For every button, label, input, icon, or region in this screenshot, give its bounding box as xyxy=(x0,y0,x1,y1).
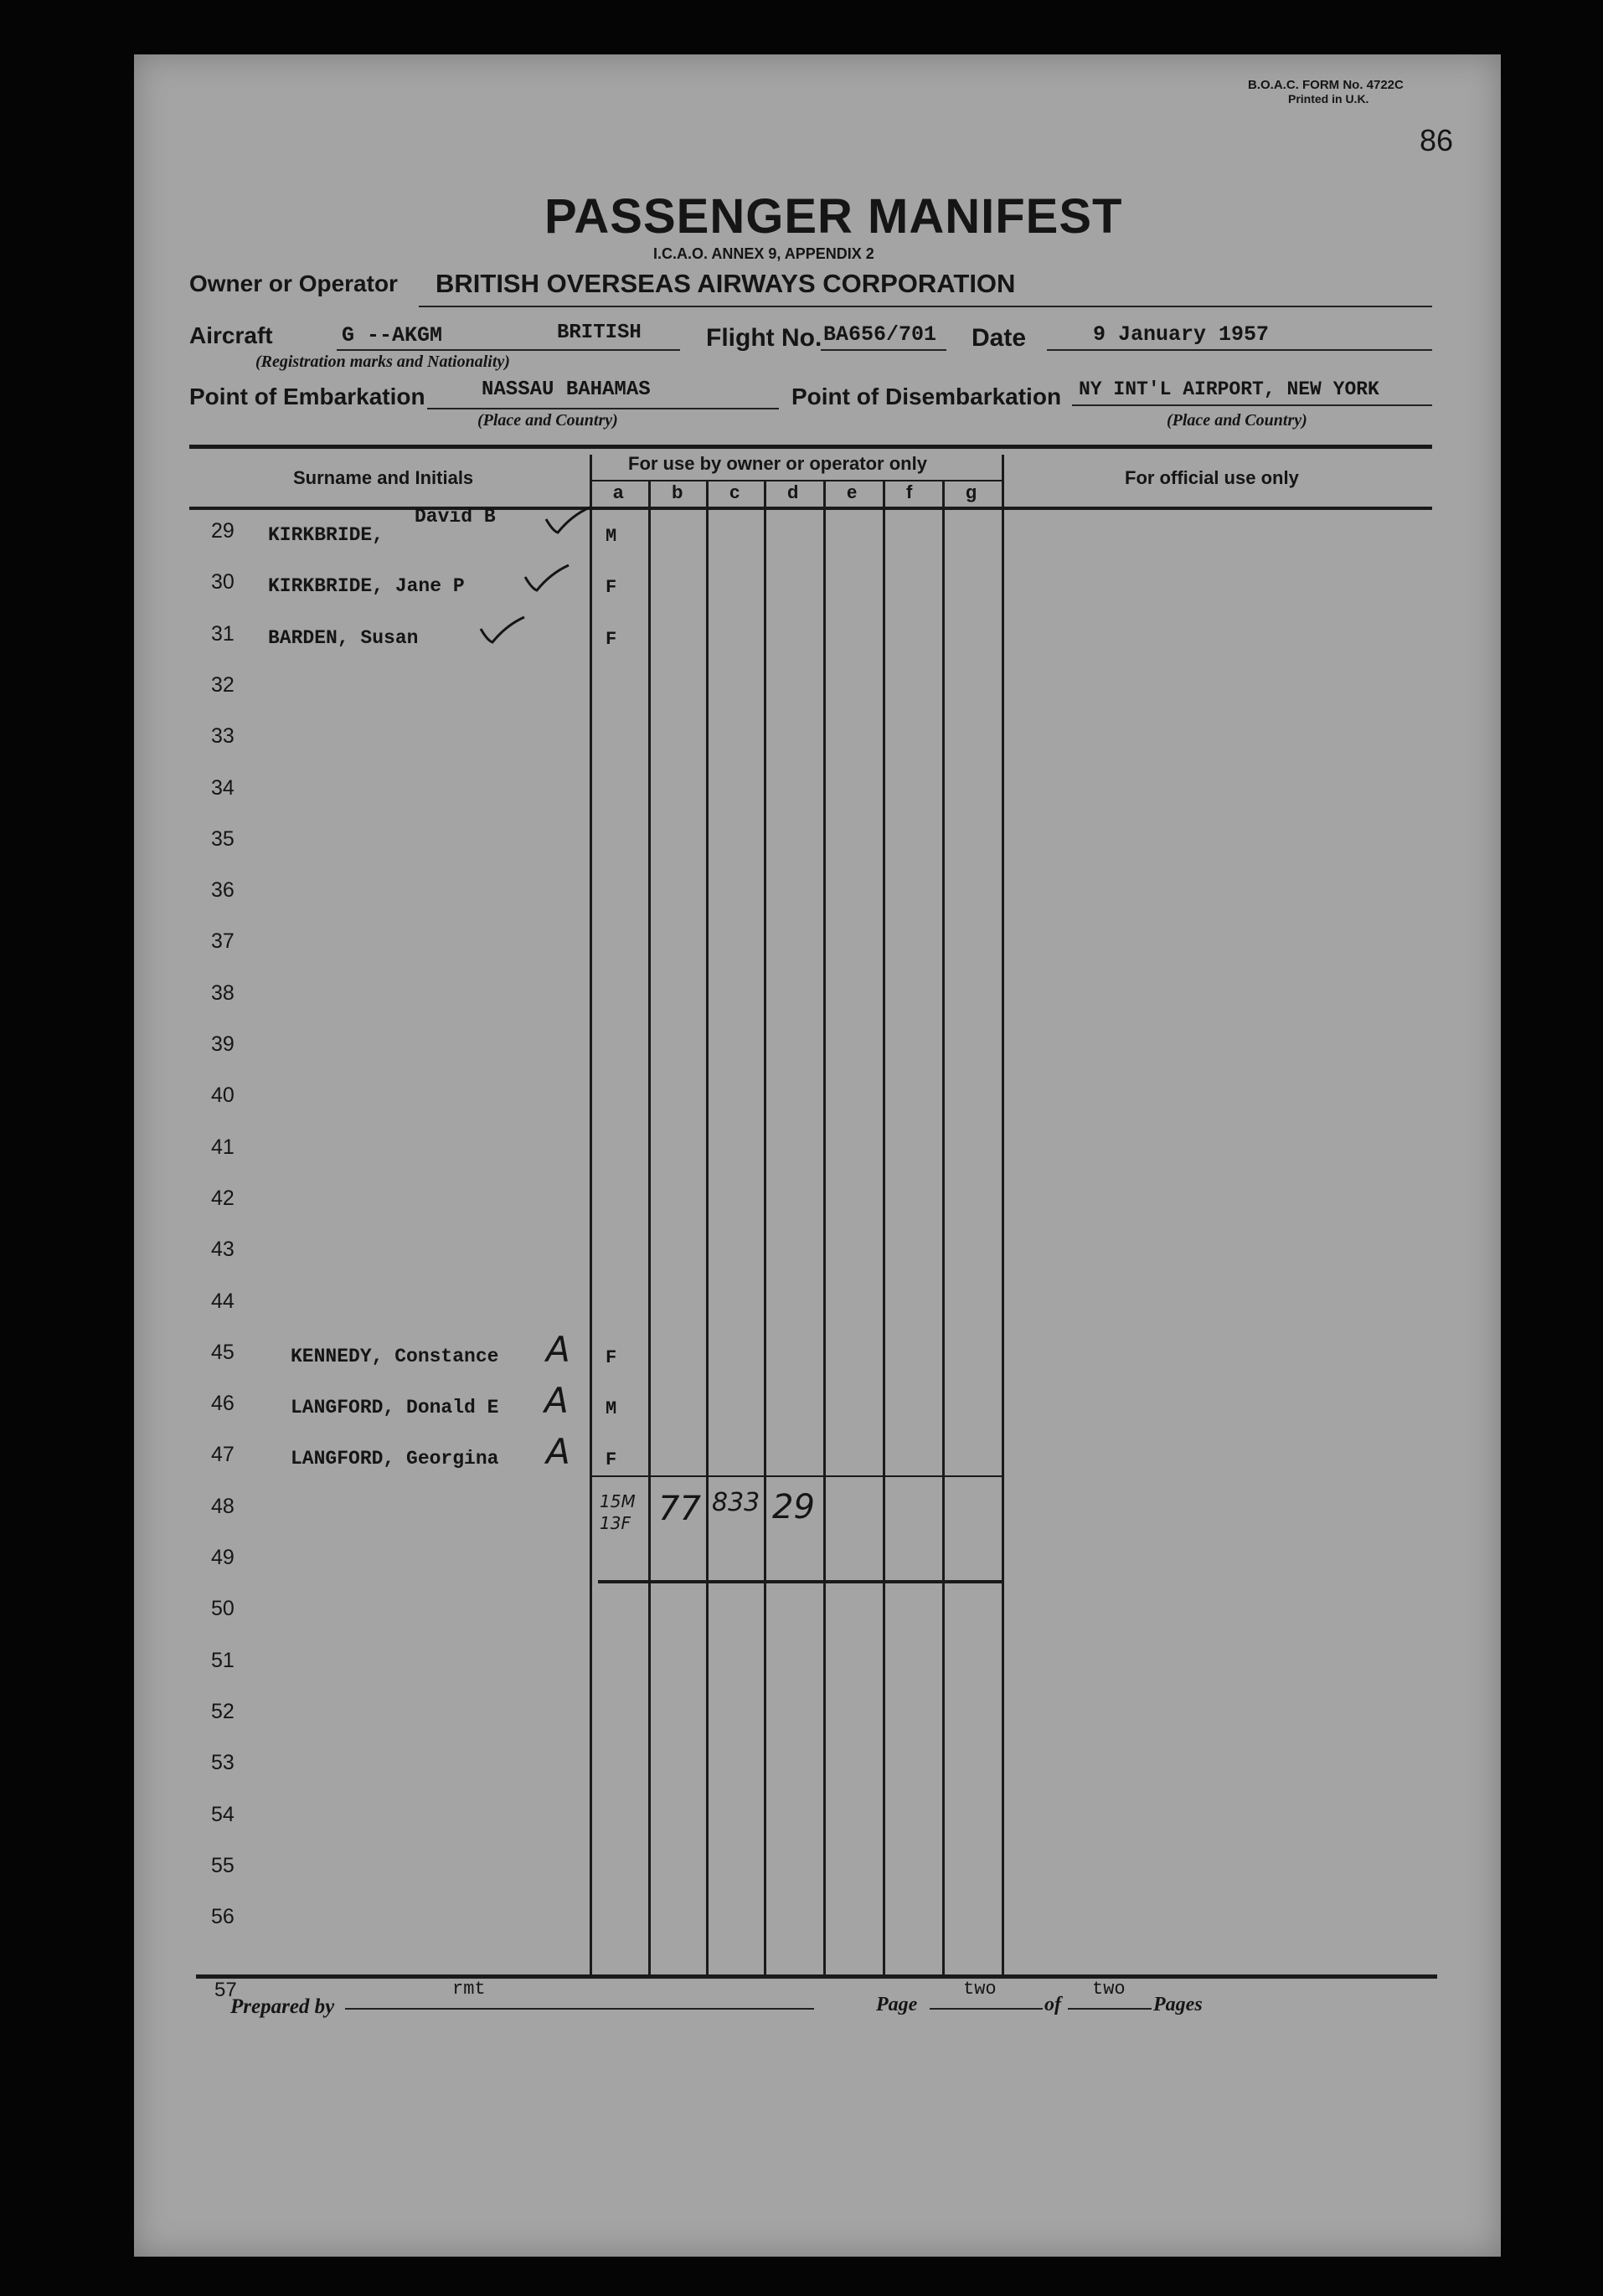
date-underline xyxy=(1047,349,1432,351)
row-number: 35 xyxy=(211,827,235,851)
table-row xyxy=(134,1075,1432,1117)
row-number: 37 xyxy=(211,929,235,953)
embark-label: Point of Embarkation xyxy=(189,384,425,409)
disembark-label: Point of Disembarkation xyxy=(791,384,1062,409)
page-label: Page xyxy=(876,1994,918,2015)
row-57-number: 57 xyxy=(214,1979,237,2001)
page-underline xyxy=(930,2008,1043,2010)
sex-code: M xyxy=(606,1398,617,1419)
owner-label: Owner or Operator xyxy=(189,270,398,296)
check-mark-icon xyxy=(543,504,593,538)
passenger-name: LANGFORD, Georgina xyxy=(291,1448,499,1470)
row-number: 45 xyxy=(211,1341,235,1364)
embark-note: (Place and Country) xyxy=(477,411,618,430)
row-number: 50 xyxy=(211,1597,235,1620)
table-header-bottom-rule xyxy=(189,507,1432,510)
disembark-underline xyxy=(1072,404,1432,406)
of-value: two xyxy=(1092,1979,1126,2000)
printed-note: Printed in U.K. xyxy=(1288,92,1369,106)
row-number: 41 xyxy=(211,1135,235,1159)
row-number: 47 xyxy=(211,1443,235,1466)
table-row xyxy=(134,768,1432,810)
table-row xyxy=(134,1588,1432,1630)
annotation-a-mark: A xyxy=(546,1431,570,1472)
totals-bottom-rule xyxy=(598,1580,1004,1583)
subcol-label-f: f xyxy=(906,481,913,502)
subcol-label-d: d xyxy=(787,481,799,502)
row-number: 34 xyxy=(211,776,235,800)
row-number: 33 xyxy=(211,724,235,748)
row-number: 29 xyxy=(211,519,235,543)
row-number: 49 xyxy=(211,1546,235,1569)
sex-code: F xyxy=(606,577,617,598)
table-row xyxy=(134,614,1432,656)
total-a-bottom: 13F xyxy=(600,1513,631,1533)
sex-code: F xyxy=(606,1347,617,1368)
passenger-name: LANGFORD, Donald E xyxy=(291,1397,499,1418)
row-number: 30 xyxy=(211,570,235,594)
table-row xyxy=(134,1691,1432,1733)
owner-underline xyxy=(419,306,1432,307)
table-row xyxy=(134,1178,1432,1220)
subcol-label-b: b xyxy=(672,481,683,502)
flight-value: BA656/701 xyxy=(823,322,937,347)
nationality-value: BRITISH xyxy=(557,322,642,344)
subcol-label-a: a xyxy=(613,481,624,502)
aircraft-underline xyxy=(337,349,680,351)
aircraft-value: G --AKGM xyxy=(342,323,443,347)
page-value: two xyxy=(963,1979,997,2000)
row-number: 51 xyxy=(211,1649,235,1672)
row-number: 36 xyxy=(211,878,235,902)
subcol-label-c: c xyxy=(729,481,740,502)
of-underline xyxy=(1068,2008,1152,2010)
table-row xyxy=(134,819,1432,861)
table-row xyxy=(134,1897,1432,1938)
page-title: PASSENGER MANIFEST xyxy=(544,189,1123,244)
table-row xyxy=(134,1380,1432,1425)
subcol-label-e: e xyxy=(847,481,858,502)
row-number: 52 xyxy=(211,1700,235,1723)
row-number: 55 xyxy=(211,1854,235,1877)
row-number: 48 xyxy=(211,1495,235,1518)
prepared-underline xyxy=(345,2008,814,2010)
page-stamp: 86 xyxy=(1420,123,1454,157)
table-row xyxy=(134,1846,1432,1887)
check-mark-icon xyxy=(522,562,572,595)
passenger-name: KIRKBRIDE, xyxy=(268,524,384,546)
table-row xyxy=(134,870,1432,912)
embark-underline xyxy=(427,408,779,409)
row-number: 31 xyxy=(211,622,235,646)
registration-note: (Registration marks and Nationality) xyxy=(255,353,510,371)
row-number: 38 xyxy=(211,981,235,1005)
sex-code: F xyxy=(606,629,617,650)
row-number: 56 xyxy=(211,1905,235,1928)
page-subtitle: I.C.A.O. ANNEX 9, APPENDIX 2 xyxy=(653,245,874,262)
flight-underline xyxy=(821,349,946,351)
date-label: Date xyxy=(972,324,1027,352)
pages-label: Pages xyxy=(1153,1994,1203,2015)
table-top-rule xyxy=(189,445,1432,449)
table-row xyxy=(134,973,1432,1015)
row-number: 40 xyxy=(211,1084,235,1107)
subcol-label-g: g xyxy=(966,481,977,502)
total-d: 29 xyxy=(772,1488,815,1526)
prepared-value: rmt xyxy=(452,1979,486,2000)
table-bottom-rule xyxy=(196,1974,1437,1979)
total-c: 833 xyxy=(712,1488,760,1517)
disembark-value: NY INT'L AIRPORT, NEW YORK xyxy=(1079,378,1379,400)
flight-label: Flight No. xyxy=(706,324,822,352)
date-value: 9 January 1957 xyxy=(1093,322,1270,347)
table-row xyxy=(134,506,1432,553)
row-number: 44 xyxy=(211,1290,235,1313)
disembark-note: (Place and Country) xyxy=(1167,411,1307,430)
annotation-a-mark: A xyxy=(546,1329,570,1370)
table-row xyxy=(134,1537,1432,1579)
annotation-a-mark: A xyxy=(544,1380,569,1421)
table-row xyxy=(134,1281,1432,1323)
table-row xyxy=(134,1431,1432,1476)
row-number: 39 xyxy=(211,1032,235,1056)
row-number: 46 xyxy=(211,1392,235,1415)
passenger-name: KENNEDY, Constance xyxy=(291,1346,499,1367)
check-mark-icon xyxy=(477,614,528,647)
prepared-label: Prepared by xyxy=(230,1995,335,2018)
table-row xyxy=(134,1127,1432,1169)
embark-value: NASSAU BAHAMAS xyxy=(482,378,651,401)
table-row xyxy=(134,562,1432,604)
form-number: B.O.A.C. FORM No. 4722C xyxy=(1248,78,1404,92)
sex-code: M xyxy=(606,526,617,547)
manifest-sheet xyxy=(134,54,1501,2257)
table-row xyxy=(134,1024,1432,1066)
owner-value: BRITISH OVERSEAS AIRWAYS CORPORATION xyxy=(436,269,1016,298)
total-b: 77 xyxy=(658,1490,701,1528)
table-row xyxy=(134,665,1432,707)
passenger-name: BARDEN, Susan xyxy=(268,627,419,649)
passenger-given-name: David B xyxy=(415,506,496,528)
col-official-header: For official use only xyxy=(1125,467,1299,488)
of-label: of xyxy=(1044,1994,1061,2015)
col-owner-use-header: For use by owner or operator only xyxy=(628,453,927,474)
table-row xyxy=(134,1743,1432,1784)
row-number: 43 xyxy=(211,1238,235,1261)
col-surname-header: Surname and Initials xyxy=(293,467,474,488)
table-row xyxy=(134,1229,1432,1271)
table-row xyxy=(134,1640,1432,1682)
total-a-top: 15M xyxy=(600,1491,636,1511)
row-number: 42 xyxy=(211,1187,235,1210)
aircraft-label: Aircraft xyxy=(189,322,273,348)
sex-code: F xyxy=(606,1449,617,1470)
table-row xyxy=(134,716,1432,758)
table-row xyxy=(134,921,1432,963)
table-row xyxy=(134,1794,1432,1836)
row-number: 32 xyxy=(211,673,235,697)
table-row xyxy=(134,1329,1432,1374)
row-number: 54 xyxy=(211,1803,235,1826)
row-number: 53 xyxy=(211,1751,235,1774)
passenger-name: KIRKBRIDE, Jane P xyxy=(268,575,465,597)
